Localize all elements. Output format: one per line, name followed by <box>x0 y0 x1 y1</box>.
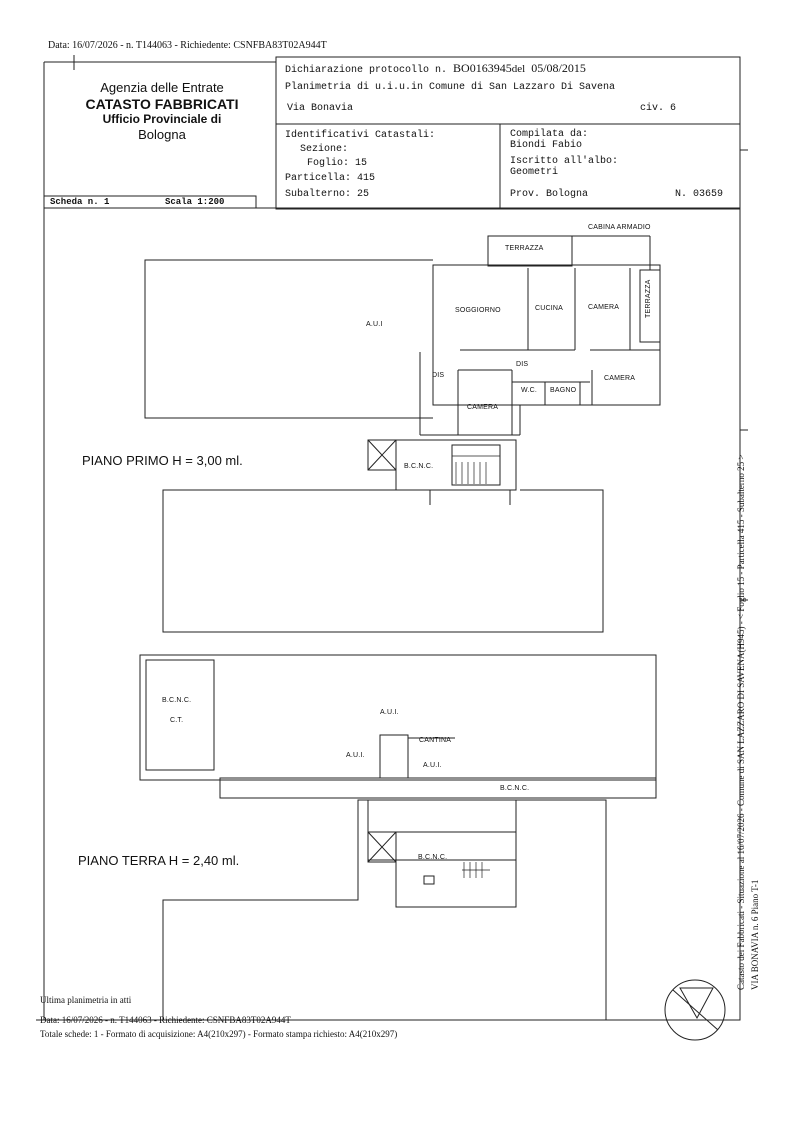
flat-outline <box>433 265 660 405</box>
sheet-frame <box>44 208 740 1020</box>
floor1-bcnc-label: B.C.N.C. <box>404 463 434 470</box>
side-address-text: VIA BONAVIA n. 6 Piano T-1 <box>750 879 760 990</box>
cantina-room <box>380 735 408 778</box>
compilata-title: Compilata da: <box>510 129 589 140</box>
subalterno: Subalterno: 25 <box>285 189 370 200</box>
bcnc-strip-label: B.C.N.C. <box>500 785 530 792</box>
floor0-aui3-label: A.U.I. <box>423 762 442 769</box>
floor1-aui-label: A.U.I <box>366 321 383 328</box>
footer-totale-schede: Totale schede: 1 - Formato di acquisizione: A4(210x297) - Formato stampa richiesto: A4(210x297) <box>40 1029 398 1039</box>
bagno-label: BAGNO <box>550 387 577 394</box>
terrazza-side-label: TERRAZZA <box>645 279 652 318</box>
protocol-date: 05/08/2015 <box>531 61 586 75</box>
albo-number: N. 03659 <box>675 189 724 200</box>
civic-number: civ. 6 <box>640 103 677 114</box>
albo: Geometri <box>510 167 559 178</box>
top-request-note: Data: 16/07/2026 - n. T144063 - Richiedente: CSNFBA83T02A944T <box>48 40 327 51</box>
cabina-armadio-label: CABINA ARMADIO <box>588 224 651 231</box>
camera1-label: CAMERA <box>588 304 620 311</box>
footer-request-note: Data: 16/07/2026 - n. T144063 - Richiedente: CSNFBA83T02A944T <box>40 1015 291 1025</box>
bcnc-ct-label: B.C.N.C. <box>162 697 192 704</box>
bcnc-strip <box>220 778 656 798</box>
office-ufficio: Ufficio Provinciale di <box>102 112 222 127</box>
address: Via Bonavia <box>287 103 354 114</box>
office-catasto: CATASTO FABBRICATI <box>85 95 239 112</box>
dis2-label: DIS <box>516 361 529 368</box>
soggiorno-label: SOGGIORNO <box>455 307 501 314</box>
particella: Particella: 415 <box>285 173 376 184</box>
protocol-number: BO0163945 <box>453 61 512 75</box>
floor1-aui-outline <box>145 260 433 418</box>
terrazza-top-label: TERRAZZA <box>505 245 544 252</box>
protocol-line <box>285 61 586 76</box>
provincia: Prov. Bologna <box>510 189 589 200</box>
floor0-bcnc-label: B.C.N.C. <box>418 854 448 861</box>
foglio: Foglio: 15 <box>307 158 368 169</box>
protocol-label: Dichiarazione protocollo n. <box>285 65 448 76</box>
office-city: Bologna <box>138 126 186 142</box>
office-name: Agenzia delle Entrate <box>100 80 224 95</box>
floor0-core <box>396 832 516 907</box>
sezione: Sezione: <box>300 144 349 155</box>
camera2-label: CAMERA <box>467 404 499 411</box>
wc-label: W.C. <box>521 387 537 394</box>
dis1-label: DIS <box>432 372 445 379</box>
office-block <box>56 80 268 142</box>
floor0-aui1-label: A.U.I. <box>380 709 399 716</box>
bcnc-ct-room <box>146 660 214 770</box>
ultima-planimetria: Ultima planimetria in atti <box>40 995 132 1005</box>
planimetria-line: Planimetria di u.i.u.in Comune di San Lazzaro Di Savena <box>285 82 616 93</box>
floor1-title: PIANO PRIMO H = 3,00 ml. <box>82 453 243 468</box>
scala-label: Scala 1:200 <box>165 197 225 207</box>
ct-label: C.T. <box>170 717 184 724</box>
iscritto-label: Iscritto all'albo: <box>510 156 619 167</box>
cantina-label: CANTINA <box>419 737 452 744</box>
scheda-label: Scheda n. 1 <box>50 197 110 207</box>
cucina-label: CUCINA <box>535 305 564 312</box>
floor0-upper-outline <box>140 655 656 780</box>
floor0-aui2-label: A.U.I. <box>346 752 365 759</box>
camera3-label: CAMERA <box>604 375 636 382</box>
identificativi-title: Identificativi Catastali: <box>285 130 436 141</box>
protocol-del: del <box>511 63 526 75</box>
floor0-title: PIANO TERRA H = 2,40 ml. <box>78 853 240 868</box>
side-situazione-text: Catasto dei Fabbricati - Situazione al 16/07/2026 - Comune di SAN LAZZARO DI SAVENA(H945) - < Foglio 15 - Particella 415 - Subalterno 25 > <box>736 454 746 990</box>
compilata-name: Biondi Fabio <box>510 140 583 151</box>
